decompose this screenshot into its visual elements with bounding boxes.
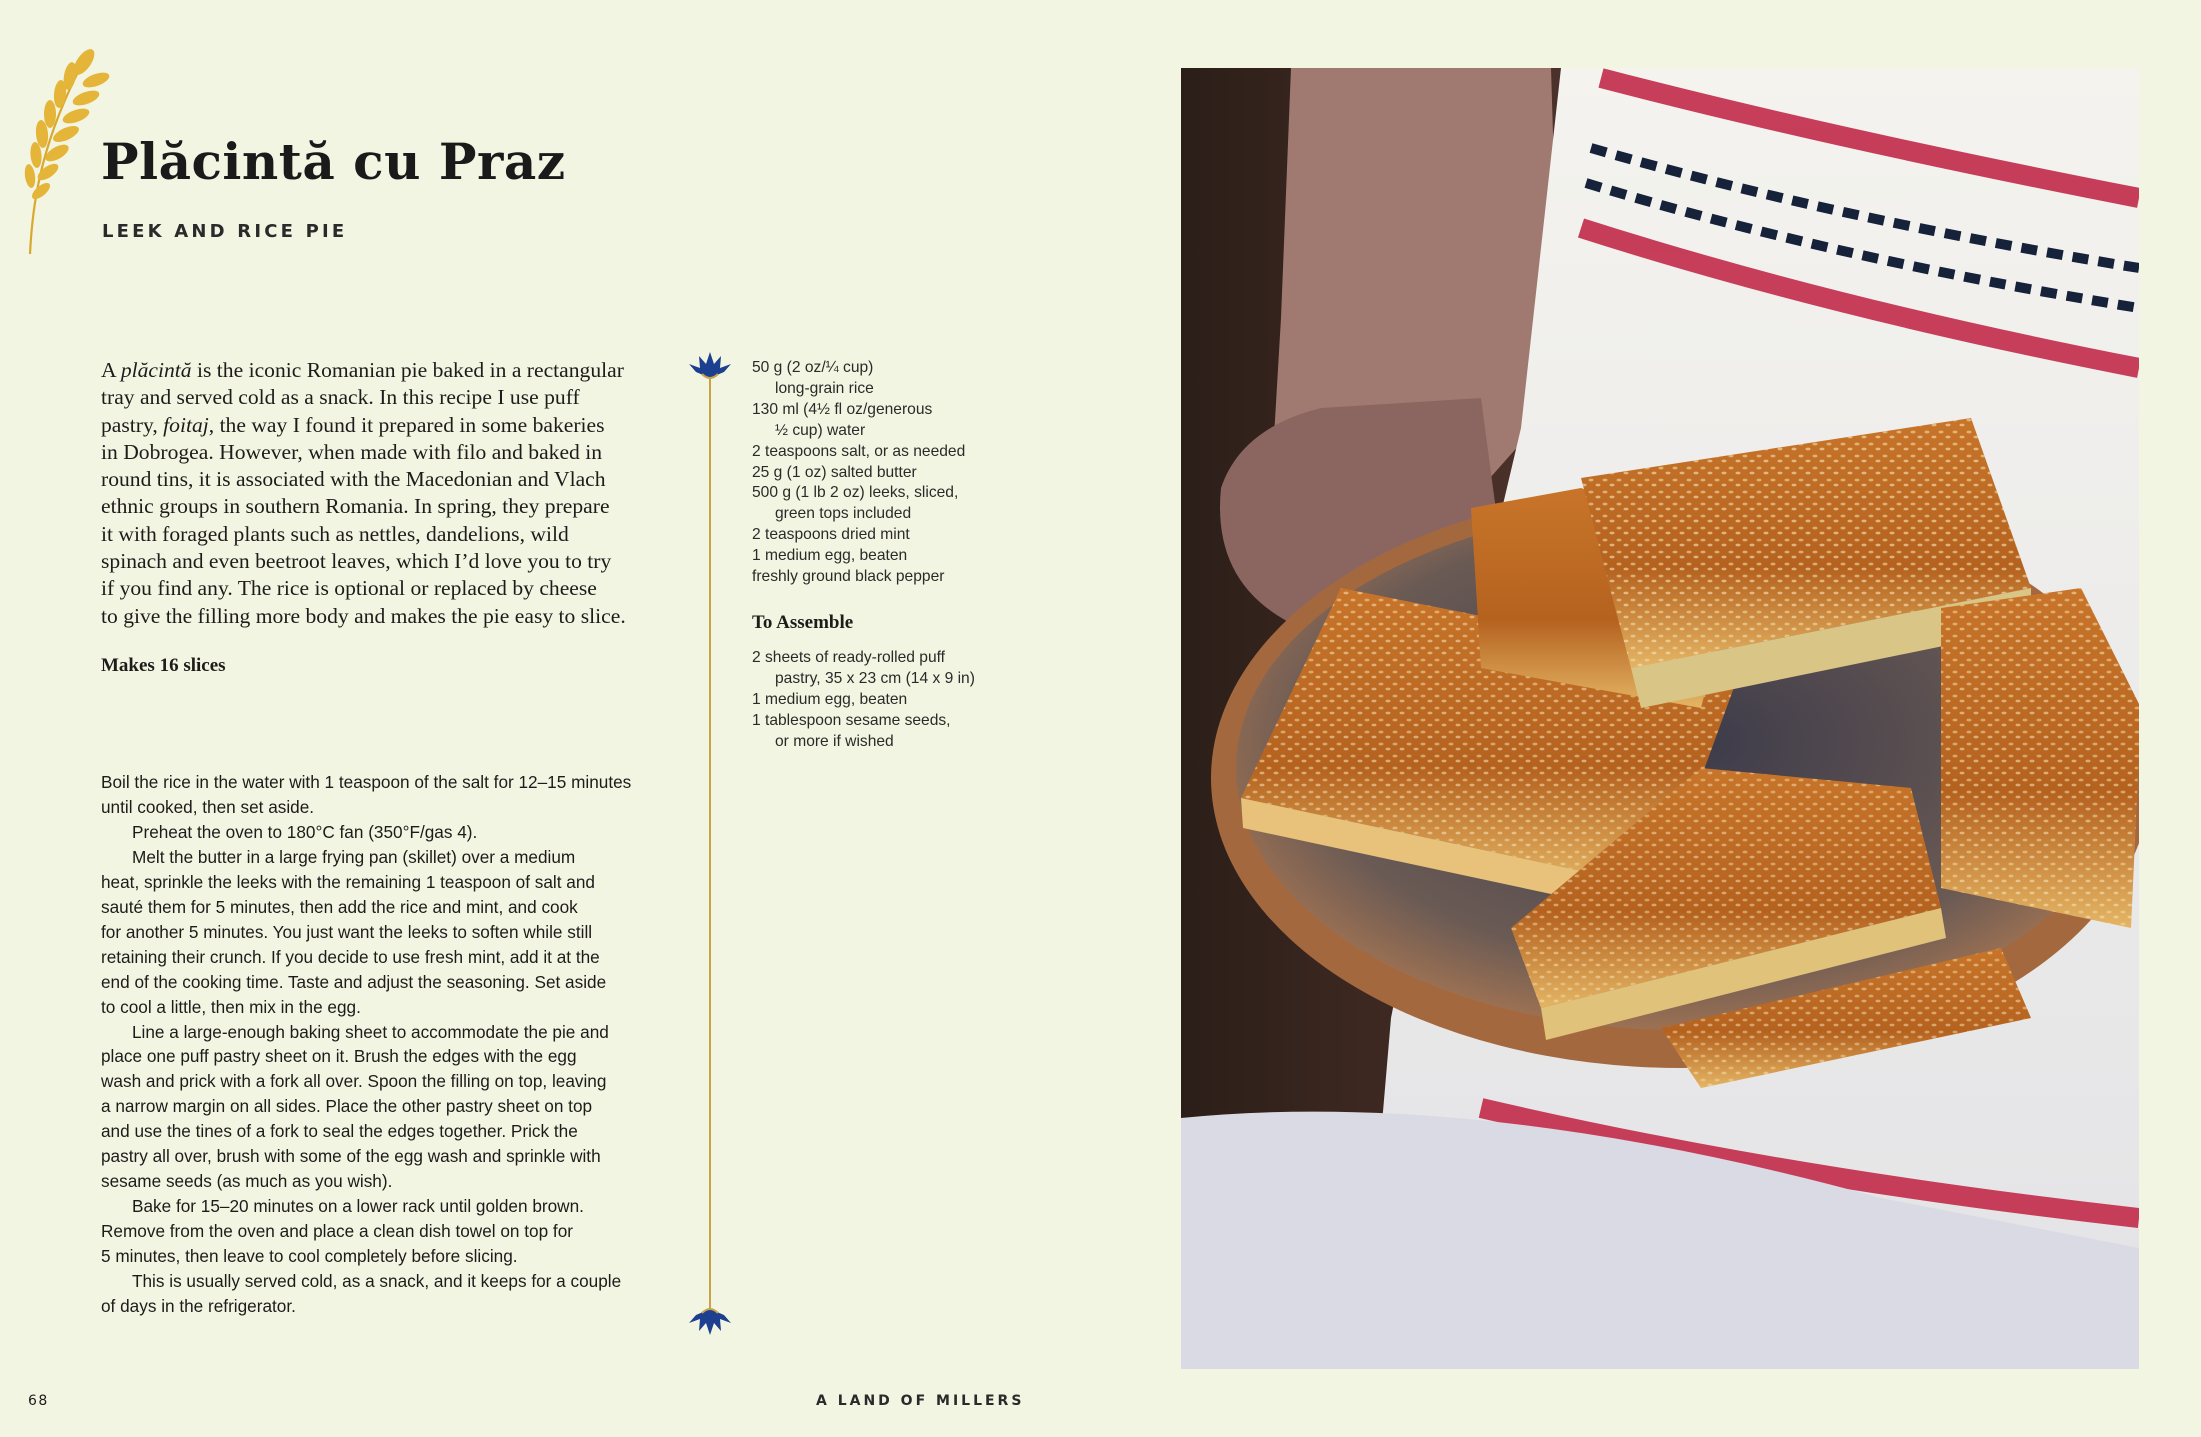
- method-line: place one puff pastry sheet on it. Brush the edges with the egg: [101, 1046, 577, 1067]
- running-head: A LAND OF MILLERS: [816, 1393, 1025, 1409]
- method-line: sesame seeds (as much as you wish).: [101, 1171, 393, 1192]
- intro-text: tray and served cold as a snack. In this recipe I use puff: [101, 385, 580, 410]
- ingredient-line: green tops included: [775, 505, 912, 523]
- ingredient-line: ½ cup) water: [775, 421, 866, 439]
- recipe-subtitle: LEEK AND RICE PIE: [102, 221, 348, 242]
- intro-line: [101, 466, 676, 493]
- intro-line: [101, 412, 676, 439]
- method-line: for another 5 minutes. You just want the leeks to soften while still: [101, 921, 593, 942]
- italic-term: plăcintă: [120, 358, 192, 382]
- intro-text: , the way I found it prepared in some bakeries: [208, 412, 605, 437]
- intro-text: to give the filling more body and makes the pie easy to slice.: [101, 603, 626, 628]
- intro-text: ethnic groups in southern Romania. In spring, they prepare: [101, 494, 610, 519]
- ingredient-line: 2 teaspoons dried mint: [752, 526, 910, 544]
- method-line: Boil the rice in the water with 1 teaspoon of the salt for 12–15 minutes: [101, 772, 632, 792]
- assemble-line: 2 sheets of ready-rolled puff: [752, 649, 946, 666]
- ingredient-line: 130 ml (4½ fl oz/generous: [752, 400, 933, 418]
- recipe-title: Plăcintă cu Praz: [101, 132, 566, 191]
- method-line: sauté them for 5 minutes, then add the rice and mint, and cook: [101, 896, 578, 917]
- intro-text: it with foraged plants such as nettles, dandelions, wild: [101, 521, 569, 546]
- ingredient-line: 25 g (1 oz) salted butter: [752, 463, 917, 481]
- ingredient-line: 1 medium egg, beaten: [752, 547, 908, 565]
- method-text: [101, 770, 681, 1319]
- method-line: This is usually served cold, as a snack, and it keeps for a couple: [132, 1271, 622, 1292]
- ingredient-line: 500 g (1 lb 2 oz) leeks, sliced,: [752, 484, 959, 502]
- method-line: pastry all over, brush with some of the egg wash and sprinkle with: [101, 1146, 601, 1167]
- intro-line: [101, 384, 676, 411]
- method-line: retaining their crunch. If you decide to use fresh mint, add it at the: [101, 946, 600, 967]
- page-number: 68: [28, 1393, 49, 1409]
- ingredients-list: [752, 358, 1012, 588]
- divider-ornament: [686, 350, 734, 1335]
- method-line: heat, sprinkle the leeks with the remaining 1 teaspoon of salt and: [101, 871, 595, 892]
- italic-term: foitaj: [163, 412, 209, 437]
- ingredient-line: 2 teaspoons salt, or as needed: [752, 442, 966, 460]
- intro-paragraph: [101, 357, 676, 630]
- method-line: Preheat the oven to 180°C fan (350°F/gas 4).: [132, 821, 478, 842]
- intro-line: [101, 521, 676, 548]
- cornflower-top-icon: [689, 352, 731, 378]
- ingredient-line: long-grain rice: [775, 379, 874, 397]
- intro-text: A: [101, 358, 121, 382]
- method-line: wash and prick with a fork all over. Spoon the filling on top, leaving: [101, 1071, 607, 1092]
- method-line: of days in the refrigerator.: [101, 1296, 296, 1317]
- intro-text: is the iconic Romanian pie baked in a rectangular: [191, 358, 624, 382]
- method-line: and use the tines of a fork to seal the edges together. Prick the: [101, 1121, 578, 1142]
- method-line: until cooked, then set aside.: [101, 796, 315, 817]
- intro-text: in Dobrogea. However, when made with filo and baked in: [101, 439, 603, 464]
- intro-line: [101, 493, 676, 520]
- method-line: Line a large-enough baking sheet to accommodate the pie and: [132, 1021, 609, 1042]
- recipe-intro: [101, 357, 676, 630]
- cornflower-bottom-icon: [689, 1309, 731, 1335]
- assemble-line: 1 medium egg, beaten: [752, 690, 908, 708]
- assemble-line: pastry, 35 x 23 cm (14 x 9 in): [775, 669, 975, 687]
- assemble-list: [752, 648, 1012, 753]
- method-line: 5 minutes, then leave to cool completely before slicing.: [101, 1246, 518, 1267]
- pie-photo: [1181, 68, 2139, 1369]
- yield-text: Makes 16 slices: [101, 655, 226, 676]
- intro-line: [101, 575, 676, 602]
- intro-text: round tins, it is associated with the Macedonian and Vlach: [101, 467, 606, 492]
- assemble-line: 1 tablespoon sesame seeds,: [752, 711, 951, 729]
- method-line: Bake for 15–20 minutes on a lower rack until golden brown.: [132, 1196, 584, 1217]
- intro-line: [101, 439, 676, 466]
- intro-line: [101, 357, 676, 384]
- intro-line: [101, 548, 676, 575]
- ingredient-line: freshly ground black pepper: [752, 568, 945, 586]
- ingredient-line: 50 g (2 oz/¼ cup): [752, 359, 874, 376]
- assemble-heading: To Assemble: [752, 612, 854, 633]
- method-line: end of the cooking time. Taste and adjust the seasoning. Set aside: [101, 971, 607, 992]
- intro-text: spinach and even beetroot leaves, which I’d love you to try: [101, 549, 612, 574]
- method-line: Melt the butter in a large frying pan (skillet) over a medium: [132, 846, 576, 867]
- intro-text: pastry,: [101, 412, 164, 437]
- method-line: to cool a little, then mix in the egg.: [101, 996, 361, 1017]
- method-line: Remove from the oven and place a clean dish towel on top for: [101, 1221, 573, 1242]
- intro-line: [101, 603, 676, 630]
- assemble-line: or more if wished: [775, 732, 894, 750]
- method-line: a narrow margin on all sides. Place the other pastry sheet on top: [101, 1096, 593, 1117]
- intro-text: if you find any. The rice is optional or replaced by cheese: [101, 576, 597, 601]
- photo-illustration: [1181, 68, 2139, 1369]
